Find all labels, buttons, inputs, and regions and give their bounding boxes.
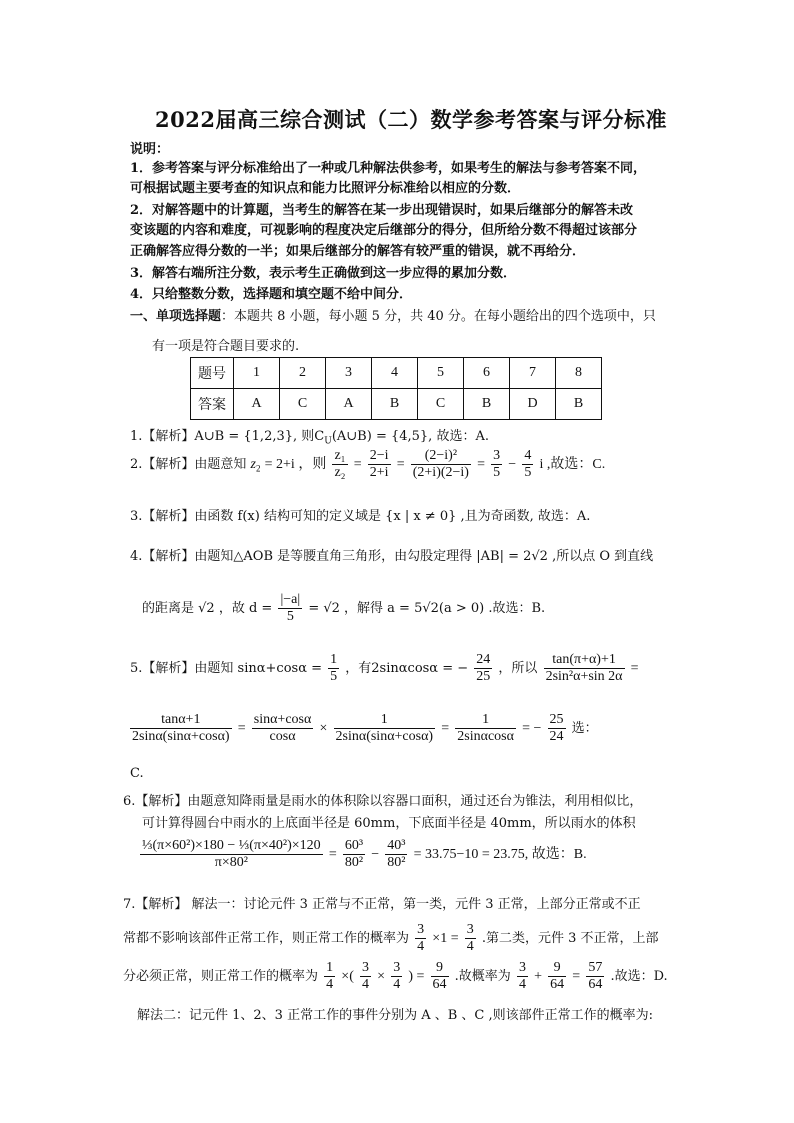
s5-eq: = [630,661,639,676]
solution-7-line3 [123,960,668,993]
header-label: 题号 [191,358,234,389]
solution-2: 2.【解析】由题意知 $z_2 = 2+i$ ，则 $\frac{\text{z₁}}{\text{z₂}}$ = $\frac{2-i}{2+i}$ = $\frac{\text{(2−i)²}}{(2+i)(2-i)}$ = $\frac{3}{5}$ − $\frac{4}{5}$ i ,故选：C. [130,448,606,480]
s7-frac: $\frac{3}{4}$ [466,922,474,954]
question-number: 3 [326,358,372,389]
answer-cell: B [556,389,602,420]
s2-intro: 2.【解析】由题意知 [130,457,247,472]
s7-frac: $\frac{9}{64}$ [550,960,565,992]
answer-cell: C [418,389,464,420]
solution-5-answer: C. [130,766,144,781]
solution-4-line2 [142,592,545,625]
question-number: 4 [372,358,418,389]
answer-cell: A [234,389,280,420]
section1-label: 一、单项选择题 [130,309,222,324]
solution-6-line2: 可计算得圆台中雨水的上底面半径是 60mm，下底面半径是 40mm，所以雨水的体积 [142,816,636,831]
s5-b: ，有2sinαcosα = − [345,661,469,676]
s6-frac-2: $\frac{\text{60³}}{\text{80²}}$ [344,838,364,870]
s6-big-frac: $\frac{\text{⅓(π×60²)×180 − ⅓(π×40²)×120}}{\text{π×80²}}$ [142,838,321,870]
question-number: 1 [234,358,280,389]
solution-7-line1: 7.【解析】 解法一：讨论元件 3 正常与不正常，第一类，元件 3 正常，上部分正常或不正 [123,897,641,912]
s7-frac: $\frac{3}{4}$ [393,960,401,992]
s5-frac-r1: $\frac{\tan\alpha+1}{2\sin\alpha(\sin\alpha+\cos\alpha)}$ [132,712,230,744]
answer-table-header-row [191,358,602,389]
s2-frac-1: $\frac{\text{z₁}}{\text{z₂}}$ [334,448,346,480]
s2-frac-3: $\frac{\text{(2−i)²}}{(2+i)(2-i)}$ [412,448,469,480]
note-line: 1．参考答案与评分标准给出了一种或几种解法供参考，如果考生的解法与参考答案不同， [130,161,647,176]
s2-frac-2: $\frac{2-i}{2+i}$ [369,448,389,480]
s1-text: 1.【解析】A∪B = {1,2,3}, 则C [130,429,325,444]
s7-frac: $\frac{3}{4}$ [417,922,425,954]
section1-intro [130,305,656,324]
s2-eq: = 2+i ，则 [264,457,327,472]
s7-frac: $\frac{3}{4}$ [362,960,369,992]
solution-5-line1 [130,652,639,685]
solution-5-line2: $\frac{\tan\alpha+1}{2\sin\alpha(\sin\alpha+\cos\alpha)}$ = $\frac{\sin\alpha+\cos\alpha}{\cos\alpha}$ × $\frac{1}{2\sin\alpha(\sin\alpha+\cos\alpha)}$ = $\frac{1}{2\sin\alpha\cos\alpha}$ = − $\frac{25}{24}$ 选： [132,712,598,744]
s7-l2a: 常都不影响该部件正常工作，则正常工作的概率为 [123,931,410,946]
question-number: 6 [464,358,510,389]
s1-rest: (A∪B) = {4,5}, 故选：A. [331,429,489,444]
answer-cell: C [280,389,326,420]
solution-3: 3.【解析】由函数 f(x) 结构可知的定义域是 {x | x ≠ 0} ,且为奇函数, 故选：A. [130,509,591,524]
answer-table [190,357,602,420]
s7-frac: $\frac{3}{4}$ [518,960,526,992]
s4-frac: $\frac{|-a|}{5}$ [280,592,301,624]
s7-l2c: .第二类，元件 3 不正常，上部 [481,931,659,946]
s5-frac-r4: $\frac{1}{2\sin\alpha\cos\alpha}$ [457,712,514,744]
answer-cell: B [372,389,418,420]
s2-var-sub: 2 [256,463,261,474]
s7-l3e: .故概率为 [454,969,511,984]
s2-var: z [250,457,256,472]
solution-1 [130,425,489,447]
answer-cell: D [510,389,556,420]
s7-l3d: ) = [408,969,425,984]
s7-l2b: ×1 = [432,931,459,946]
s5-c: ，所以 [498,661,538,676]
note-line: 4．只给整数分数，选择题和填空题不给中间分． [130,287,413,302]
s7-frac: $\frac{9}{64}$ [432,960,447,992]
question-number: 7 [510,358,556,389]
s5-frac-r5: $\frac{25}{24}$ [549,712,564,744]
s7-l3b: ×( [341,969,354,984]
section1-text: ：本题共 8 小题，每小题 5 分，共 40 分。在每小题给出的四个选项中，只 [221,309,656,324]
note-line: 3．解答右端所注分数，表示考生正确做到这一步应得的累加分数． [130,266,517,281]
solution-6-line3: $\frac{\text{⅓(π×60²)×180 − ⅓(π×40²)×120}}{\text{π×80²}}$ = $\frac{\text{60³}}{\text{80²}}$ − $\frac{\text{40³}}{\text{80²}}$ = 33.75−10 = 23.75, 故选：B. [142,838,587,870]
s7-frac: $\frac{57}{64}$ [588,960,603,992]
s1-sub: U [324,436,332,447]
s5-frac-r3: $\frac{1}{2\sin\alpha(\sin\alpha+\cos\alpha)}$ [335,712,434,744]
answer-cell: B [464,389,510,420]
note-line: 可根据试题主要考查的知识点和能力比照评分标准给以相应的分数． [130,181,521,196]
question-number: 5 [418,358,464,389]
s7-l3g: + [534,969,542,984]
s5-frac-2: $\frac{24}{25}$ [476,652,491,684]
question-number: 8 [556,358,602,389]
question-number: 2 [280,358,326,389]
s2-frac-4: $\frac{3}{5}$ [493,448,501,480]
s5-select: 选： [571,721,598,736]
s4-l2a: 的距离是 √2 ，故 d = [142,601,273,616]
note-line: 2．对解答题中的计算题，当考生的解答在某一步出现错误时，如果后继部分的解答未改 [130,203,634,218]
s5-a: 5.【解析】由题知 sinα+cosα = [130,661,322,676]
s7-l3a: 分必须正常，则正常工作的概率为 [123,969,319,984]
s5-frac-3: $\frac{\tan(\pi+\alpha)+1}{\text{2sin²α+sin 2α}}$ [545,652,623,684]
s5-frac-r2: $\frac{\sin\alpha+\cos\alpha}{\cos\alpha}$ [253,712,312,744]
s7-l3c: × [377,969,386,984]
notes-heading: 说明： [130,142,170,157]
s7-frac: $\frac{1}{4}$ [326,960,334,992]
section1-text2: 有一项是符合题目要求的. [152,339,300,354]
note-line: 变该题的内容和难度，可视影响的程度决定后继部分的得分，但所给分数不得超过该部分 [130,223,638,238]
s7-l3i: .故选：D. [610,969,668,984]
solution-6-line1: 6.【解析】由题意知降雨量是雨水的体积除以容器口面积，通过还台为锥法，利用相似比， [123,794,643,809]
s2-end: i ,故选：C. [539,457,606,472]
s6-frac-3: $\frac{\text{40³}}{\text{80²}}$ [387,838,406,870]
s6-end: = 33.75−10 = 23.75, 故选：B. [413,847,587,862]
solution-7-line2 [123,922,659,955]
s7-l3h: = [572,969,581,984]
solution-7-line4: 解法二：记元件 1、2、3 正常工作的事件分别为 A 、B 、C ,则该部件正常工作的概率为: [137,1008,654,1023]
s4-l2b: = √2 ，解得 a = 5√2(a > 0) .故选：B. [308,601,546,616]
page-title: 2022届高三综合测试（二）数学参考答案与评分标准 [155,107,667,132]
answer-table-answer-row [191,389,602,420]
s2-frac-5: $\frac{4}{5}$ [524,448,532,480]
note-line: 正确解答应得分数的一半；如果后继部分的解答有较严重的错误，就不再给分． [130,244,586,259]
s5-frac-1: $\frac{1}{5}$ [330,652,338,684]
answer-label: 答案 [191,389,234,420]
solution-4-line1: 4.【解析】由题知△AOB 是等腰直角三角形，由勾股定理得 |AB| = 2√2 ,所以点 O 到直线 [130,549,654,564]
answer-cell: A [326,389,372,420]
